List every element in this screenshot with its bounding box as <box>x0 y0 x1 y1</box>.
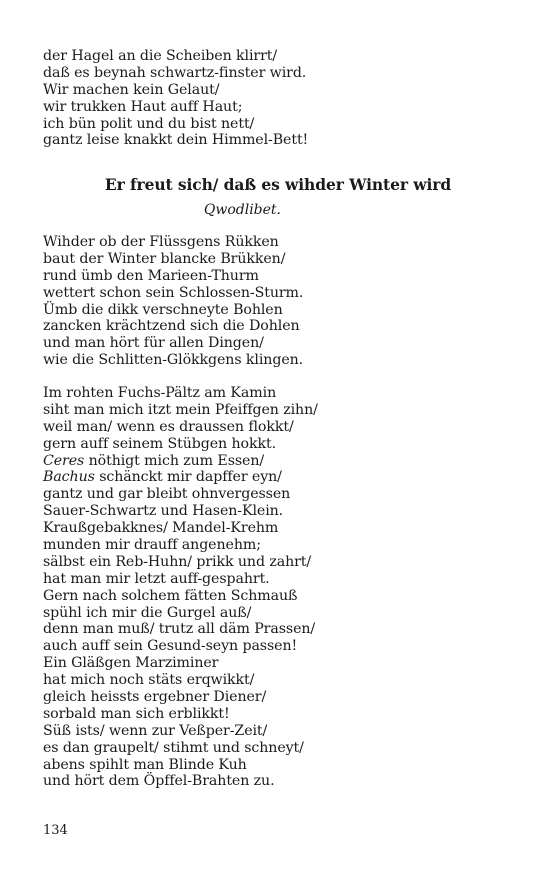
verse-line: sorbald man sich erblikkt! <box>43 705 230 722</box>
poem-subtitle: Qwodlibet. <box>203 202 281 218</box>
verse-line: weil man/ wenn es draussen flokkt/ <box>43 418 294 435</box>
verse-line: abens spihlt man Blinde Kuh <box>43 756 247 773</box>
verse-line: baut der Winter blancke Brükken/ <box>43 250 286 267</box>
verse-line: Süß ists/ wenn zur Veßper-Zeit/ <box>43 722 268 739</box>
verse-line: wir trukken Haut auff Haut; <box>43 98 243 115</box>
verse-line-rest: schänckt mir dapffer eyn/ <box>94 469 282 486</box>
verse-name-ceres: Ceres <box>43 452 85 469</box>
verse-line: wettert schon sein Schlossen-Sturm. <box>43 284 304 301</box>
verse-line: Im rohten Fuchs-Pältz am Kamin <box>43 385 277 401</box>
verse-line: Ein Gläßgen Marziminer <box>43 655 219 672</box>
stanza-1 <box>43 234 513 369</box>
verse-line: Ümb die dikk verschneyte Bohlen <box>43 301 283 318</box>
verse-line: munden mir drauff angenehm; <box>43 537 261 554</box>
verse-line: spühl ich mir die Gurgel auß/ <box>43 604 252 621</box>
verse-line: gantz leise knakkt dein Himmel-Bett! <box>43 132 309 149</box>
verse-line: sälbst ein Reb-Huhn/ prikk und zahrt/ <box>43 553 312 570</box>
verse-line: daß es beynah schwartz-finster wird. <box>43 64 307 81</box>
verse-line: hat mich noch stäts erqwikkt/ <box>43 672 255 689</box>
verse-line: es dan graupelt/ stihmt und schneyt/ <box>43 739 304 756</box>
verse-line: Sauer-Schwartz und Hasen-Klein. <box>43 503 284 520</box>
verse-name-bachus: Bachus <box>43 469 95 486</box>
verse-line: auch auff sein Gesund-seyn passen! <box>43 638 298 655</box>
verse-line: siht man mich itzt mein Pfeiffgen zihn/ <box>43 401 318 418</box>
verse-line: Kraußgebakknes/ Mandel-Krehm <box>43 520 279 537</box>
stanza-2 <box>43 385 513 790</box>
verse-line: rund ümb den Marieen-Thurm <box>43 267 259 284</box>
verse-line: und hört dem Öpffel-Brahten zu. <box>43 773 275 790</box>
verse-line: Wihder ob der Flüssgens Rükken <box>43 234 279 250</box>
verse-line: und man hört für allen Dingen/ <box>43 335 264 352</box>
verse-line: Wir machen kein Gelaut/ <box>43 81 220 98</box>
verse-line: hat man mir letzt auff-gespahrt. <box>43 570 270 587</box>
verse-line: der Hagel an die Scheiben klirrt/ <box>43 48 278 64</box>
verse-line: gantz und gar bleibt ohnvergessen <box>43 486 291 503</box>
top-stanza <box>43 48 513 149</box>
verse-line: denn man muß/ trutz all däm Prassen/ <box>43 621 316 638</box>
poem-title: Er freut sich/ daß es wihder Winter wird <box>104 175 452 194</box>
verse-line: zancken krächtzend sich die Dohlen <box>43 318 300 335</box>
verse-line-rest: nöthigt mich zum Essen/ <box>84 452 265 469</box>
verse-line <box>43 469 513 486</box>
verse-line: gleich heissts ergebner Diener/ <box>43 689 267 706</box>
verse-line: wie die Schlitten-Glökkgens klingen. <box>43 352 304 369</box>
verse-line: gern auff seinem Stübgen hokkt. <box>43 435 276 452</box>
page-number: 134 <box>43 823 68 838</box>
verse-line: ich bün polit und du bist nett/ <box>43 115 255 132</box>
verse-line <box>43 453 513 470</box>
verse-line: Gern nach solchem fätten Schmauß <box>43 587 298 604</box>
